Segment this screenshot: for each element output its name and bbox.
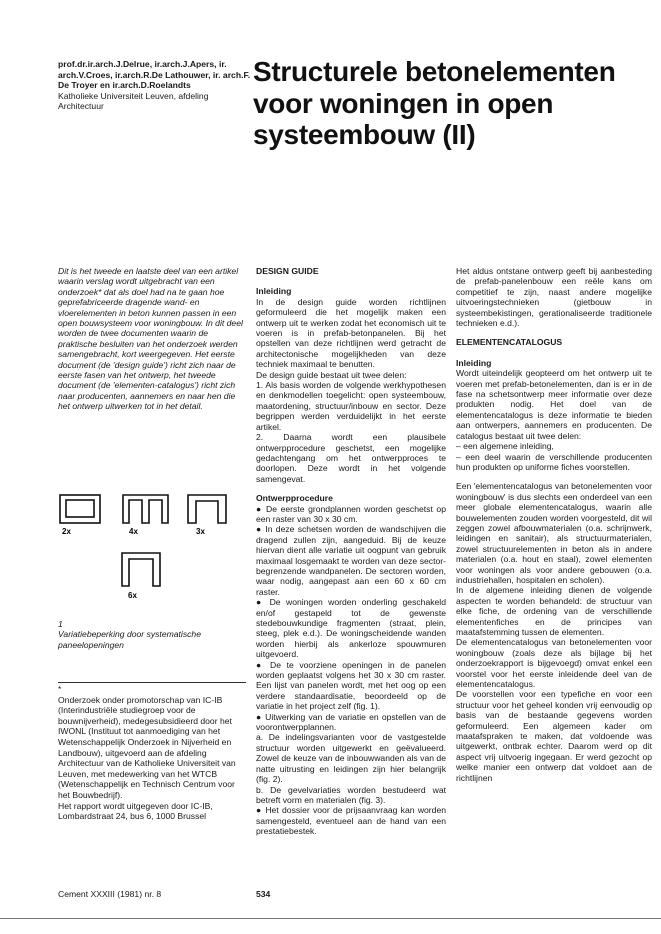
list-item: – een deel waarin de verschillende producenten hun produkten op uniforme fiches voorstellen. xyxy=(456,451,652,472)
panel-double-door-shape xyxy=(123,495,168,523)
panel-openings-diagram xyxy=(58,490,248,610)
paragraph: Wordt uiteindelijk geopteerd om het ontwerp uit te voeren met prefab-betonelementen, dan is er in de fase na schetsontwerp meer informatie over deze produkten nodig. Het doel van de elementencatalogus is deze informatie te bieden aan ontwerpers, aannemers en producenten. De catalogus bestaat uit twee delen: xyxy=(456,368,652,441)
panel-door-shape xyxy=(188,495,226,523)
paragraph: Een 'elementencatalogus van betonelementen voor woningbouw' is dus slechts een onderdeel van een meer globale elementencatalogus, waarin alle bouwelementen zouden worden voorgesteld, dit wil zeggen zowel afbouwmaterialen (o.a. schrijnwerk, leidingen en sanitair), als structuurmaterialen, zowel structuurelementen in beton als in andere materialen (o.a. hout en staal), zowel elementen voor woningen als voor andere gebouwen (o.a. industriehallen, hospitalen en scholen). xyxy=(456,481,652,585)
list-item: a. De indelingsvarianten voor de vastgestelde structuur worden uitgewerkt en geëvalueerd. Zowel de keuze van de inbouwwanden als van de natte uitrusting en leidingen zijn hier belangrijk (fig. 2). xyxy=(256,732,446,785)
figure-caption-text: Variatiebeperking door systematische paneelopeningen xyxy=(58,629,201,650)
authors: prof.dr.ir.arch.J.Delrue, ir.arch.J.Apers, ir. arch.V.Croes, ir.arch.R.De Lathouwer, ir. arch.F. De Troyer en ir.arch.D.Roelandts xyxy=(58,59,251,91)
footnote-marker: * xyxy=(58,684,62,694)
author-block xyxy=(58,59,251,112)
bullet-item: ● Uitwerking van de variatie en opstellen van de voorontwerpplannen. xyxy=(256,711,446,733)
intro-paragraph: Dit is het tweede en laatste deel van een artikel waarin verslag wordt uitgebracht van een onderzoek* dat als doel had na te gaan hoe geprefabriceerde dragende wand- en vloerelementen in beton kunnen passen in een open bouwsysteem voor woningbouw. In dit deel worden de twee documenten waarin de praktische besluiten van het onderzoek werden samengebracht, kort weergegeven. Het eerste document (de 'design guide') richt zich naar de eerste fasen van het ontwerp, het tweede document (de 'elementen-catalogus') richt zich naar producenten, aannemers en naar hen die het ontwerp uitwerken tot in het detail. xyxy=(58,266,243,412)
paragraph: In de algemene inleiding dienen de volgende aspecten te worden behandeld: de structuur van elke fiche, de ordening van de verschillende elementenfiches en de principes van maatafstemming tussen de elementen. xyxy=(456,585,652,637)
footnote-divider xyxy=(58,682,246,683)
figure-number: 1 xyxy=(58,619,63,629)
bullet-item: ● De woningen worden onderling geschakeld en/of gestapeld tot de gewenste stedebouwkundige fragmenten (straat, plein, steeg, plek e.d.). De woningscheidende wanden worden hierbij als ankerloze spouwmuren uitgevoerd. xyxy=(256,597,446,660)
figure-caption xyxy=(58,619,246,650)
bullet-item: ● In deze schetsen worden de wandschijven die dragend zullen zijn, aangeduid. Bij de keuze hiervan dient alle variatie uit oogpunt van gebruik maximaal losgemaakt te worden van deze sector-begrenzende wandpanelen. De sectoren worden, waar nodig, aangepast aan een 60 x 60 cm raster. xyxy=(256,524,446,597)
paragraph: Het aldus ontstane ontwerp geeft bij aanbesteding de prefab-panelenbouw een reële kans om competitief te zijn, naast andere mogelijke uitvoeringstechnieken (gietbouw in systeembekistingen, gerationaliseerde traditionele technieken e.d.). xyxy=(456,266,652,329)
section-heading: DESIGN GUIDE xyxy=(256,266,319,276)
affiliation: Katholieke Universiteit Leuven, afdeling Architectuur xyxy=(58,90,209,112)
subsection-heading: Inleiding xyxy=(256,286,292,297)
count-label-2: 4x xyxy=(129,527,138,536)
count-label-3: 3x xyxy=(196,527,205,536)
panel-door-tall-shape xyxy=(122,553,160,586)
bullet-item: ● De te voorziene openingen in de panelen worden geplaatst volgens het 30 x 30 cm raster. Een lijst van panelen wordt, met het oog op een verdere standaardisatie, beoordeeld op de variatie in het project zelf (fig. 1). xyxy=(256,659,446,712)
bullet-item: ● De eerste grondplannen worden geschetst op een raster van 30 x 30 cm. xyxy=(256,503,446,524)
count-label-4: 6x xyxy=(128,591,137,600)
column-design-guide xyxy=(256,266,446,837)
count-label-1: 2x xyxy=(62,527,71,536)
column-elementencatalogus xyxy=(456,266,652,783)
journal-reference: Cement XXXIII (1981) nr. 8 xyxy=(58,889,162,899)
page-number: 534 xyxy=(256,889,271,899)
list-item: – een algemene inleiding, xyxy=(456,441,554,452)
scan-edge xyxy=(0,918,661,919)
subsection-heading: Inleiding xyxy=(456,357,492,368)
footnote xyxy=(58,684,246,822)
paragraph: De elementencatalogus van betonelementen voor woningbouw (zoals deze als bijlage bij het onderzoekrapport is bijgevoegd) omvat enkel een voorstel voor het eerste inleidende deel van de elementencatalogus. xyxy=(456,637,652,690)
paragraph: De voorstellen voor een typefiche en voor een structuur voor het geheel konden vrij eenvoudig op basis van de bestaande gegevens worden geformuleerd. Een algemeen kader om maatafspraken te maken, dat voldoende was uitgewerkt, ontbrak echter. Daarom werd op dit aspect vrij uitvoerig ingegaan. Er werd gezocht op welke manier een ontwerp dat voldoet aan de richtlijnen xyxy=(456,689,652,783)
list-item: b. De gevelvariaties worden bestudeerd wat betreft vorm en materialen (fig. 3). xyxy=(256,784,446,805)
section-heading: ELEMENTENCATALOGUS xyxy=(456,337,563,348)
paragraph: De design guide bestaat uit twee delen: xyxy=(256,369,407,380)
paragraph: 1. Als basis worden de volgende werkhypothesen en denkmodellen toegelicht: open systeembouw, maatordening, structuur/inbouw en sector. Deze begrippen werden verduidelijkt in het eerste artikel. xyxy=(256,380,446,432)
paragraph: In de design guide worden richtlijnen geformuleerd die het mogelijk maken een ontwerp uit te werken zodat het economisch uit te voeren is in prefab-betonpanelen. Bij het opstellen van deze richtlijnen werd getracht de architectonische mogelijkheden van deze techniek maximaal te benutten. xyxy=(256,296,446,370)
article-title: Structurele betonelementen voor woningen in open systeembouw (II) xyxy=(253,56,616,150)
footnote-text-2: Het rapport wordt uitgegeven door IC-IB, Lombardstraat 24, bus 6, 1000 Brussel xyxy=(58,800,213,822)
footnote-text: Onderzoek onder promotorschap van IC-IB (Interindustriële studiegroep voor de bouwnijverheid), medegesubsidieerd door het IWONL (Instituut tot aanmoediging van het Wetenschappelijk Onderzoek in Nijverheid en Landbouw), uitgevoerd aan de afdeling Architectuur van de Katholieke Universiteit van Leuven, met medewerking van het WTCB (Wetenschappelijk en Technisch Centrum voor het Bouwbedrijf). xyxy=(58,694,236,800)
figure-1 xyxy=(58,490,248,610)
bullet-item: ● Het dossier voor de prijsaanvraag kan worden samengesteld, eventueel aan de hand van een prestatiebestek. xyxy=(256,805,446,837)
panel-window-opening xyxy=(66,500,94,517)
paragraph: 2. Daarna wordt een plausibele ontwerpprocedure geschetst, een mogelijke gedachtengang om het ontwerpproces te doorlopen. Deze wordt in het volgende samengevat. xyxy=(256,432,446,484)
subsection-heading: Ontwerpprocedure xyxy=(256,493,333,504)
